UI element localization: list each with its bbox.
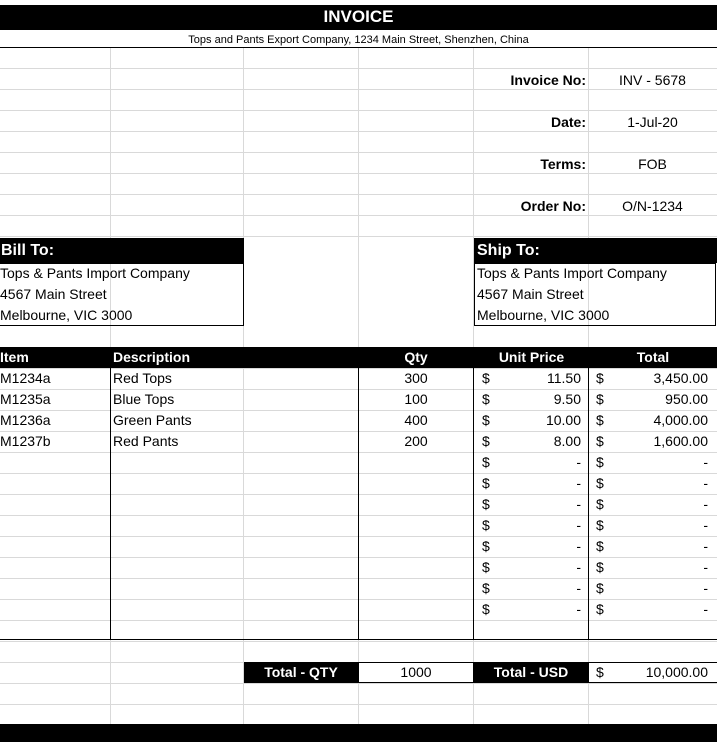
unit-price-currency: $ [482, 475, 490, 491]
order-no-label: Order No: [520, 198, 586, 214]
item-code: M1235a [0, 391, 51, 407]
item-total: - [703, 517, 708, 533]
item-unit-price: - [576, 454, 581, 470]
item-total: - [703, 559, 708, 575]
total-currency: $ [596, 538, 604, 554]
item-unit-price: - [576, 538, 581, 554]
item-total: 1,600.00 [653, 433, 708, 449]
unit-price-currency: $ [482, 496, 490, 512]
item-unit-price: 11.50 [547, 370, 581, 386]
total-usd-label: Total - USD [493, 664, 569, 680]
order-no-value: O/N-1234 [622, 198, 683, 214]
bill-to-line-2: 4567 Main Street [0, 286, 107, 302]
unit-price-currency: $ [482, 433, 490, 449]
total-currency: $ [596, 496, 604, 512]
terms-value: FOB [638, 156, 667, 172]
col-qty-header: Qty [404, 349, 428, 365]
date-value: 1-Jul-20 [627, 114, 678, 130]
item-unit-price: - [576, 517, 581, 533]
item-total: - [703, 580, 708, 596]
ship-to-line-1: Tops & Pants Import Company [477, 265, 667, 281]
total-currency: $ [596, 517, 604, 533]
total-currency: $ [596, 580, 604, 596]
unit-price-currency: $ [482, 517, 490, 533]
total-usd-value: 10,000.00 [645, 664, 708, 680]
item-code: M1236a [0, 412, 51, 428]
total-currency: $ [596, 370, 604, 386]
item-qty: 100 [404, 391, 428, 407]
item-unit-price: - [576, 580, 581, 596]
total-currency: $ [596, 433, 604, 449]
item-total: - [703, 538, 708, 554]
item-qty: 400 [404, 412, 428, 428]
item-total: - [703, 454, 708, 470]
item-code: M1234a [0, 370, 51, 386]
total-currency: $ [596, 601, 604, 617]
bill-to-header: Bill To: [1, 242, 55, 259]
item-total: 3,450.00 [653, 370, 708, 386]
date-label: Date: [550, 114, 586, 130]
item-unit-price: - [576, 559, 581, 575]
bill-to-line-1: Tops & Pants Import Company [0, 265, 190, 281]
total-currency: $ [596, 412, 604, 428]
terms-label: Terms: [540, 156, 586, 172]
total-currency: $ [596, 391, 604, 407]
item-unit-price: - [576, 601, 581, 617]
unit-price-currency: $ [482, 538, 490, 554]
unit-price-currency: $ [482, 412, 490, 428]
item-unit-price: 9.50 [553, 391, 581, 407]
total-currency: $ [596, 454, 604, 470]
item-description: Red Pants [113, 433, 179, 449]
total-usd-label-cell [474, 662, 588, 683]
item-unit-price: - [576, 496, 581, 512]
footer-bar [0, 724, 717, 742]
item-description: Red Tops [113, 370, 172, 386]
item-total: - [703, 496, 708, 512]
item-qty: 300 [404, 370, 428, 386]
ship-to-header: Ship To: [477, 242, 540, 259]
item-qty: 200 [404, 433, 428, 449]
unit-price-currency: $ [482, 370, 490, 386]
item-total: - [703, 601, 708, 617]
item-code: M1237b [0, 433, 51, 449]
ship-to-header-bar [474, 238, 717, 263]
total-currency: $ [596, 475, 604, 491]
total-usd-currency: $ [596, 664, 604, 680]
bill-to-header-bar [0, 238, 244, 263]
item-total: - [703, 475, 708, 491]
invoice-title-bar [0, 5, 717, 29]
unit-price-currency: $ [482, 559, 490, 575]
total-qty-label: Total - QTY [264, 664, 338, 680]
total-currency: $ [596, 559, 604, 575]
invoice-no-value: INV - 5678 [619, 72, 686, 88]
item-description: Green Pants [113, 412, 192, 428]
col-item-header: Item [0, 349, 29, 365]
company-line: Tops and Pants Export Company, 1234 Main Street, Shenzhen, China [188, 34, 529, 46]
invoice-title: INVOICE [323, 7, 394, 26]
invoice-no-label: Invoice No: [510, 72, 586, 88]
unit-price-currency: $ [482, 601, 490, 617]
unit-price-currency: $ [482, 391, 490, 407]
bill-to-line-3: Melbourne, VIC 3000 [0, 307, 133, 323]
ship-to-line-3: Melbourne, VIC 3000 [477, 307, 610, 323]
item-description: Blue Tops [113, 391, 175, 407]
col-unit-price-header: Unit Price [498, 349, 565, 365]
unit-price-currency: $ [482, 580, 490, 596]
col-total-header: Total [636, 349, 670, 365]
item-unit-price: 8.00 [553, 433, 581, 449]
item-unit-price: 10.00 [545, 412, 581, 428]
ship-to-line-2: 4567 Main Street [477, 286, 584, 302]
col-description-header: Description [113, 349, 191, 365]
unit-price-currency: $ [482, 454, 490, 470]
total-qty-value: 1000 [400, 664, 432, 680]
total-qty-label-cell [244, 662, 358, 683]
item-unit-price: - [576, 475, 581, 491]
item-total: 4,000.00 [653, 412, 708, 428]
item-total: 950.00 [665, 391, 708, 407]
